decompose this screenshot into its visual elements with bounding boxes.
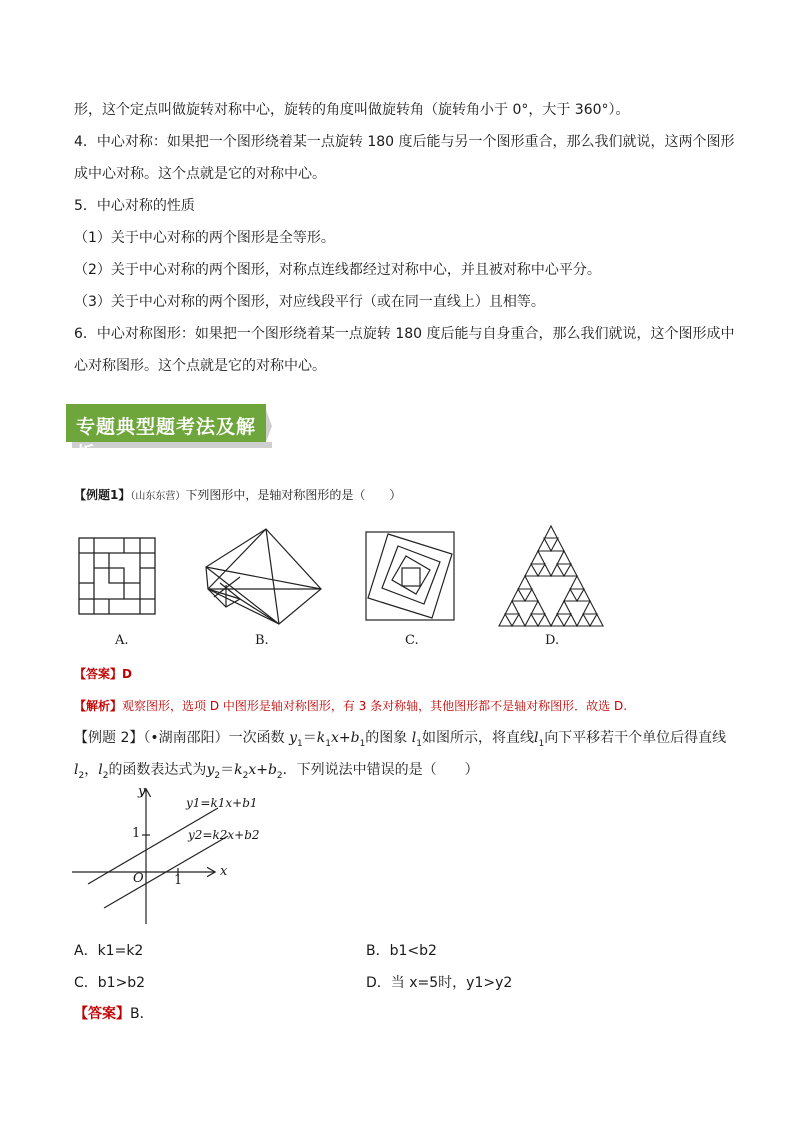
option-label-c: C.	[405, 633, 419, 648]
option-b: B．b1<b2	[366, 943, 437, 959]
option-label-a: A.	[115, 633, 129, 648]
tick-x-label: 1	[174, 873, 183, 888]
text-line: 4．中心对称：如果把一个图形绕着某一点旋转 180 度后能与另一个图形重合，那么我们就说，这两个图形	[74, 134, 735, 150]
figure-b	[200, 527, 325, 627]
text-line: 心对称图形。这个点就是它的对称中心。	[74, 358, 326, 374]
text-line: 6．中心对称图形：如果把一个图形绕着某一点旋转 180 度后能与自身重合，那么我们就说，这个图形成中	[74, 326, 735, 342]
text-line: （2）关于中心对称的两个图形，对称点连线都经过对称中心，并且被对称中心平分。	[74, 262, 601, 278]
example2-answer: 【答案】B．	[74, 1006, 154, 1022]
option-a: A．k1=k2	[74, 943, 144, 959]
option-label-d: D.	[545, 633, 560, 648]
origin-label: O	[133, 871, 144, 886]
option-c: C．b1>b2	[74, 975, 146, 991]
text-line: 成中心对称。这个点就是它的对称中心。	[74, 166, 326, 182]
example2-question-line2: $l_2$，$l_2$的函数表达式为$y_2=k_2x+b_2$．下列说法中错误的是（ ）	[74, 762, 479, 781]
example1-answer: 【答案】D	[74, 667, 132, 681]
text-line: 形，这个定点叫做旋转对称中心，旋转的角度叫做旋转角（旋转角小于 0°，大于 360°）。	[74, 102, 630, 118]
line1-label: y1=k1x+b1	[186, 796, 258, 810]
section-banner	[66, 404, 272, 465]
option-d: D．当 x=5时，y1>y2	[366, 975, 513, 991]
option-label-b: B.	[255, 633, 269, 648]
figure-c	[364, 530, 458, 630]
figure-a	[78, 537, 158, 629]
y-axis-label: y	[138, 784, 146, 799]
section-title: 专题典型题考法及解析	[76, 416, 257, 465]
line2-label: y2=k2x+b2	[188, 828, 260, 842]
example1-analysis: 【解析】观察图形，选项 D 中图形是轴对称图形，有 3 条对称轴，其他图形都不是轴对称图形．故选 D.	[74, 699, 628, 713]
text-line: （1）关于中心对称的两个图形是全等形。	[74, 230, 335, 246]
example2-question-line1: 【例题 2】（•湖南邵阳）一次函数 $y_1=k_1x+b_1$的图象 $l_1$如图所示，将直线$l_1$向下平移若干个单位后得直线	[74, 730, 727, 749]
x-axis-label: x	[220, 864, 228, 879]
figure-d	[497, 524, 605, 630]
text-line: （3）关于中心对称的两个图形，对应线段平行（或在同一直线上）且相等。	[74, 294, 545, 310]
example1-question: 【例题1】（山东东营）下列图形中，是轴对称图形的是（ ）	[74, 488, 402, 502]
tick-y-label: 1	[132, 826, 141, 841]
text-line: 5．中心对称的性质	[74, 198, 195, 214]
